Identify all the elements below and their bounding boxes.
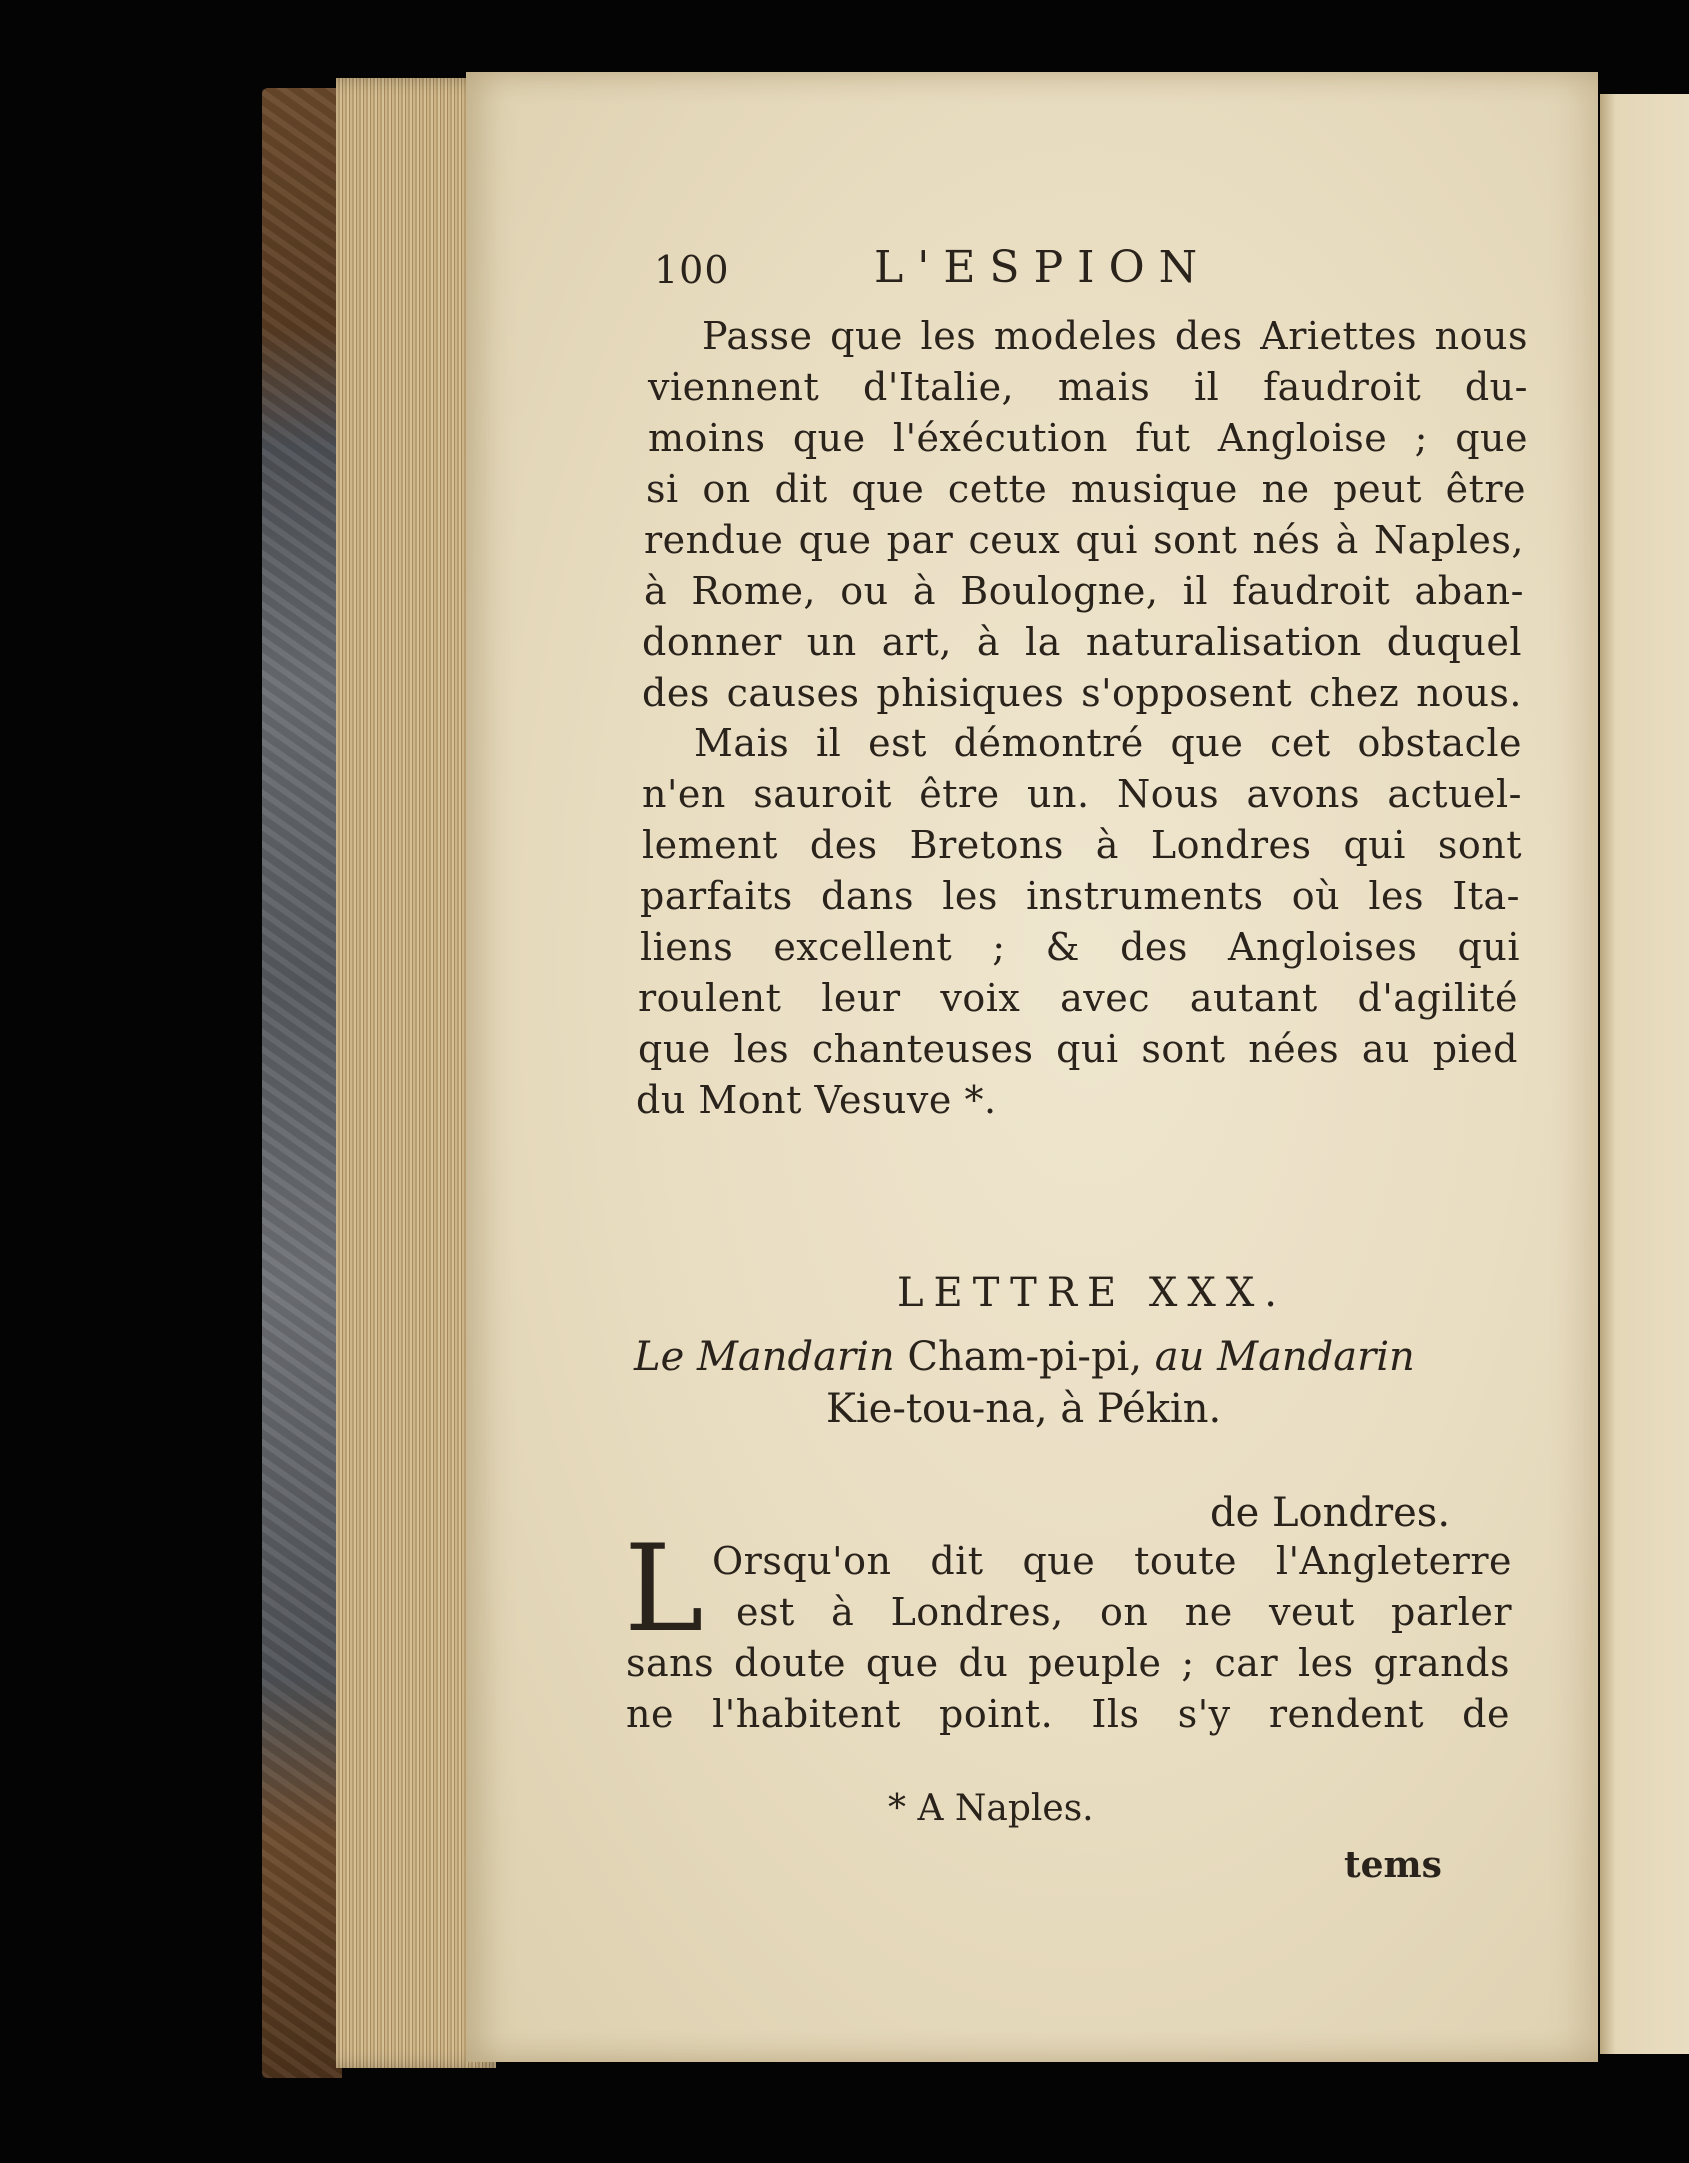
text-line: n'en sauroit être un. Nous avons actuel- (642, 772, 1522, 816)
drop-cap: L (624, 1520, 704, 1659)
facing-page-edge (1600, 94, 1689, 2054)
text-line: roulent leur voix avec autant d'agilité (638, 976, 1518, 1020)
text-line: moins que l'éxécution fut Angloise ; que (648, 416, 1528, 460)
letter-place: de Londres. (1210, 1490, 1451, 1536)
text-line: si on dit que cette musique ne peut être (646, 467, 1526, 511)
text-line: liens excellent ; & des Angloises qui (640, 925, 1520, 969)
text-line: Mais il est démontré que cet obstacle (694, 721, 1522, 765)
catchword: tems (1344, 1844, 1442, 1886)
book-cover-spine (262, 88, 342, 2078)
salutation-part: au Mandarin (1154, 1334, 1415, 1380)
page-number: 100 (654, 248, 730, 292)
text-line: rendue que par ceux qui sont nés à Naples, (644, 518, 1524, 562)
salutation-line-1 (634, 1334, 1415, 1380)
salutation-part: Cham-pi-pi, (907, 1334, 1143, 1380)
letter-title: LETTRE XXX. (896, 1270, 1288, 1316)
text-line: Passe que les modeles des Ariettes nous (702, 314, 1528, 358)
footnote: * A Naples. (888, 1788, 1094, 1829)
text-line: sans doute que du peuple ; car les grands (626, 1641, 1510, 1685)
text-line: que les chanteuses qui sont nées au pied (638, 1027, 1518, 1071)
salutation-part: Le Mandarin (634, 1334, 895, 1380)
text-line: viennent d'Italie, mais il faudroit du- (648, 365, 1528, 409)
salutation-line-2: Kie-tou-na, à Pékin. (826, 1386, 1222, 1432)
text-line: du Mont Vesuve *. (636, 1078, 997, 1122)
text-line: ne l'habitent point. Ils s'y rendent de (626, 1692, 1510, 1736)
text-line: Orsqu'on dit que toute l'Angleterre (712, 1539, 1512, 1583)
text-line: lement des Bretons à Londres qui sont (642, 823, 1522, 867)
book-page (466, 72, 1598, 2062)
running-title: L'ESPION (874, 242, 1212, 293)
text-line: des causes phisiques s'opposent chez nous. (642, 671, 1522, 715)
page-text (466, 72, 1598, 2062)
text-line: est à Londres, on ne veut parler (736, 1590, 1512, 1634)
text-line: à Rome, ou à Boulogne, il faudroit aban- (644, 569, 1524, 613)
text-line: donner un art, à la naturalisation duquel (642, 620, 1522, 664)
text-line: parfaits dans les instruments où les Ita- (640, 874, 1520, 918)
